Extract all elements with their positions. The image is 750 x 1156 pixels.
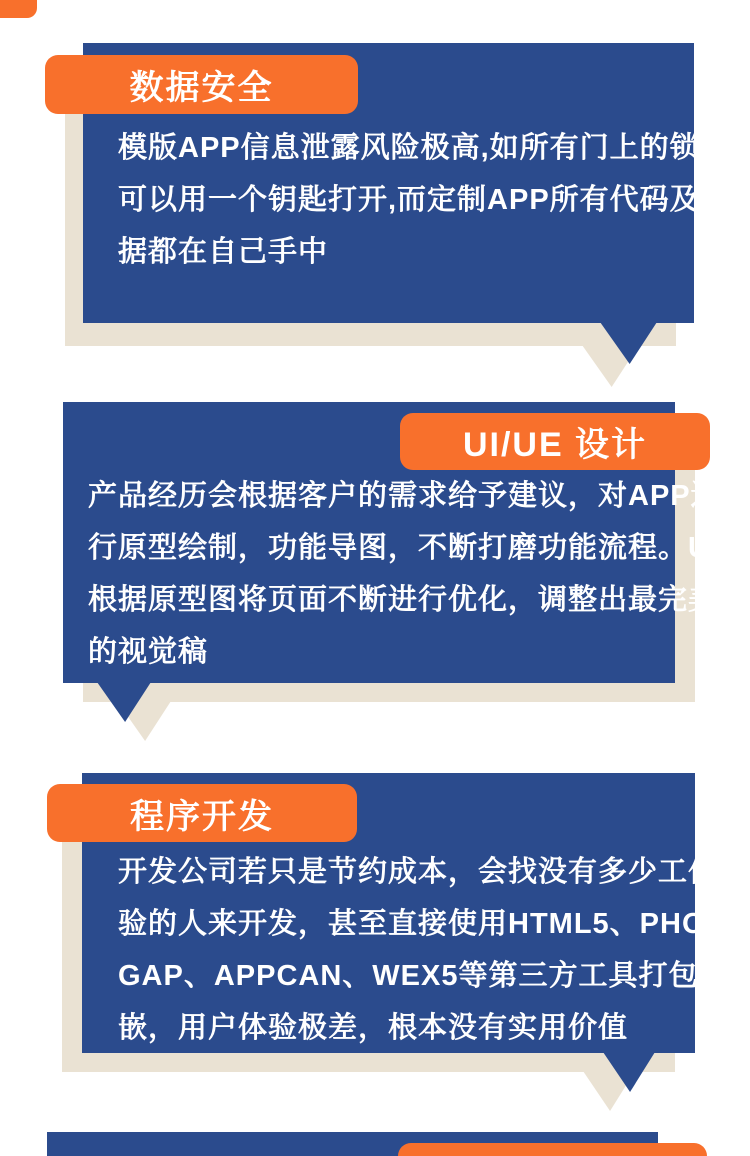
body-line: 的视觉稿 (88, 636, 209, 668)
body-line: 可以用一个钥匙打开,而定制APP所有代码及数 (118, 184, 730, 216)
card-body-text (88, 470, 721, 678)
card-title-badge (398, 1143, 707, 1156)
body-line: 根据原型图将页面不断进行优化，调整出最完美 (88, 584, 719, 616)
card-title-badge (47, 784, 357, 842)
body-line: 行原型绘制，功能导图，不断打磨功能流程。UI (88, 532, 720, 564)
body-line: 验的人来开发，甚至直接使用HTML5、PHONE (118, 908, 748, 940)
card-body-text (118, 122, 730, 278)
body-line: 模版APP信息泄露风险极高,如所有门上的锁都 (118, 132, 730, 164)
body-line: 开发公司若只是节约成本，会找没有多少工作经 (118, 856, 749, 888)
body-line: 产品经历会根据客户的需求给予建议，对APP进 (88, 480, 721, 512)
body-line: 嵌，用户体验极差，根本没有实用价值 (118, 1012, 629, 1044)
card-title: 数据安全 (129, 69, 274, 107)
body-line: GAP、APPCAN、WEX5等第三方工具打包镶 (118, 960, 729, 992)
card-title: UI/UE 设计 (462, 426, 648, 464)
card-title-badge (400, 413, 710, 470)
body-line: 据都在自己手中 (118, 236, 329, 268)
card-title: 程序开发 (130, 797, 274, 836)
card-title-badge (45, 55, 358, 114)
card-body-text (118, 846, 748, 1054)
top-left-accent-bar (0, 0, 37, 18)
